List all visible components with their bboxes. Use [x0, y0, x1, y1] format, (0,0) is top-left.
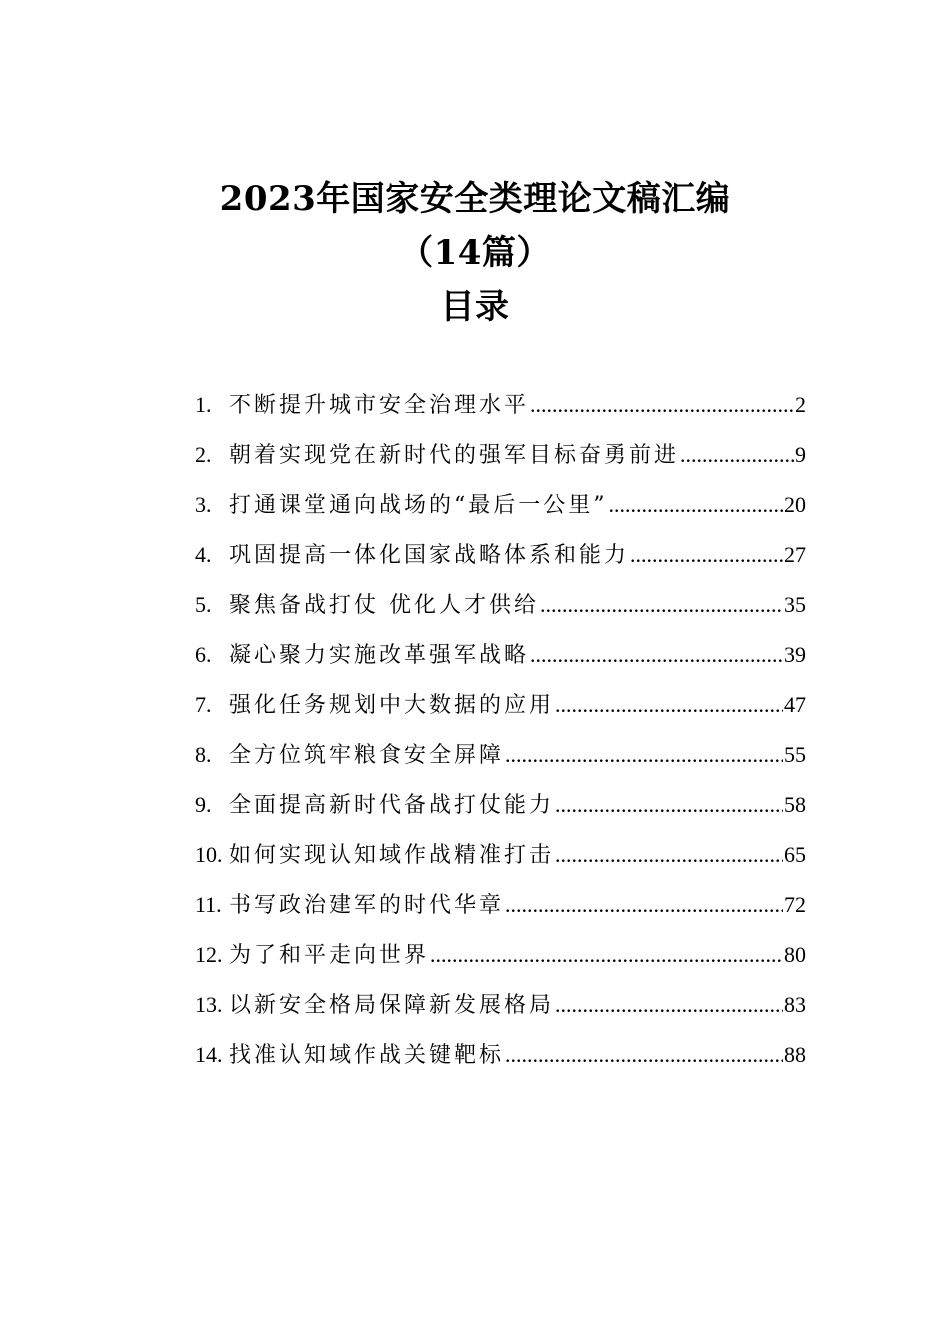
table-of-contents	[195, 380, 806, 1080]
toc-entry-title: 为了和平走向世界	[229, 943, 430, 968]
toc-entry[interactable]	[195, 680, 806, 730]
toc-entry-number: 7.	[195, 692, 212, 717]
toc-entry-number: 2.	[195, 442, 212, 467]
title-toc-heading: 目录	[440, 287, 510, 327]
toc-entry-page: 39	[784, 642, 806, 667]
toc-dot-leader	[555, 830, 783, 880]
title-count: （14篇）	[399, 233, 551, 273]
document-title	[0, 172, 950, 334]
toc-entry[interactable]	[195, 980, 806, 1030]
toc-entry-number: 8.	[195, 742, 212, 767]
toc-entry-title: 全方位筑牢粮食安全屏障	[229, 743, 505, 768]
toc-dot-leader	[680, 430, 794, 480]
toc-dot-leader	[555, 780, 783, 830]
toc-entry[interactable]	[195, 630, 806, 680]
toc-entry-page: 20	[784, 492, 806, 517]
toc-entry-number: 13.	[195, 992, 223, 1017]
toc-entry-page: 80	[784, 942, 806, 967]
toc-entry[interactable]	[195, 580, 806, 630]
toc-entry-page: 55	[784, 742, 806, 767]
toc-entry-number: 9.	[195, 792, 212, 817]
toc-dot-leader	[505, 1030, 783, 1080]
toc-entry-number: 5.	[195, 592, 212, 617]
toc-entry-title: 找准认知域作战关键靶标	[229, 1043, 505, 1068]
toc-entry-page: 2	[795, 392, 806, 417]
toc-entry[interactable]	[195, 880, 806, 930]
toc-entry-number: 4.	[195, 542, 212, 567]
toc-dot-leader	[555, 680, 783, 730]
toc-entry-page: 65	[784, 842, 806, 867]
toc-entry-page: 83	[784, 992, 806, 1017]
toc-entry-number: 3.	[195, 492, 212, 517]
toc-entry[interactable]	[195, 730, 806, 780]
toc-entry-page: 35	[784, 592, 806, 617]
toc-entry-number: 6.	[195, 642, 212, 667]
toc-dot-leader	[630, 530, 783, 580]
toc-entry-title: 打通课堂通向战场的“最后一公里”	[229, 493, 608, 518]
toc-entry-title: 不断提升城市安全治理水平	[229, 393, 530, 418]
toc-entry-number: 14.	[195, 1042, 223, 1067]
toc-entry-title: 全面提高新时代备战打仗能力	[229, 793, 555, 818]
toc-entry-title: 朝着实现党在新时代的强军目标奋勇前进	[229, 443, 680, 468]
toc-entry-page: 88	[784, 1042, 806, 1067]
toc-entry-number: 10.	[195, 842, 223, 867]
toc-dot-leader	[505, 880, 783, 930]
toc-entry[interactable]	[195, 480, 806, 530]
toc-entry[interactable]	[195, 380, 806, 430]
toc-entry-title: 以新安全格局保障新发展格局	[229, 993, 555, 1018]
toc-dot-leader	[430, 930, 783, 980]
toc-entry-title: 强化任务规划中大数据的应用	[229, 693, 555, 718]
toc-dot-leader	[609, 480, 784, 530]
toc-entry-page: 58	[784, 792, 806, 817]
toc-dot-leader	[530, 380, 794, 430]
toc-entry-number: 12.	[195, 942, 223, 967]
toc-dot-leader	[530, 630, 783, 680]
toc-entry-page: 72	[784, 892, 806, 917]
toc-entry-page: 27	[784, 542, 806, 567]
toc-entry[interactable]	[195, 1030, 806, 1080]
toc-dot-leader	[505, 730, 783, 780]
toc-entry-number: 11.	[195, 892, 222, 917]
toc-entry[interactable]	[195, 530, 806, 580]
title-main: 2023年国家安全类理论文稿汇编	[219, 179, 731, 219]
toc-entry-title: 聚焦备战打仗 优化人才供给	[229, 593, 539, 618]
toc-dot-leader	[540, 580, 783, 630]
toc-entry[interactable]	[195, 430, 806, 480]
toc-entry[interactable]	[195, 930, 806, 980]
toc-dot-leader	[555, 980, 783, 1030]
toc-entry-page: 47	[784, 692, 806, 717]
toc-entry[interactable]	[195, 830, 806, 880]
toc-entry-title: 巩固提高一体化国家战略体系和能力	[229, 543, 630, 568]
toc-entry[interactable]	[195, 780, 806, 830]
toc-entry-title: 如何实现认知域作战精准打击	[229, 843, 555, 868]
toc-entry-title: 凝心聚力实施改革强军战略	[229, 643, 530, 668]
toc-entry-title: 书写政治建军的时代华章	[229, 893, 505, 918]
toc-entry-page: 9	[795, 442, 806, 467]
toc-entry-number: 1.	[195, 392, 212, 417]
